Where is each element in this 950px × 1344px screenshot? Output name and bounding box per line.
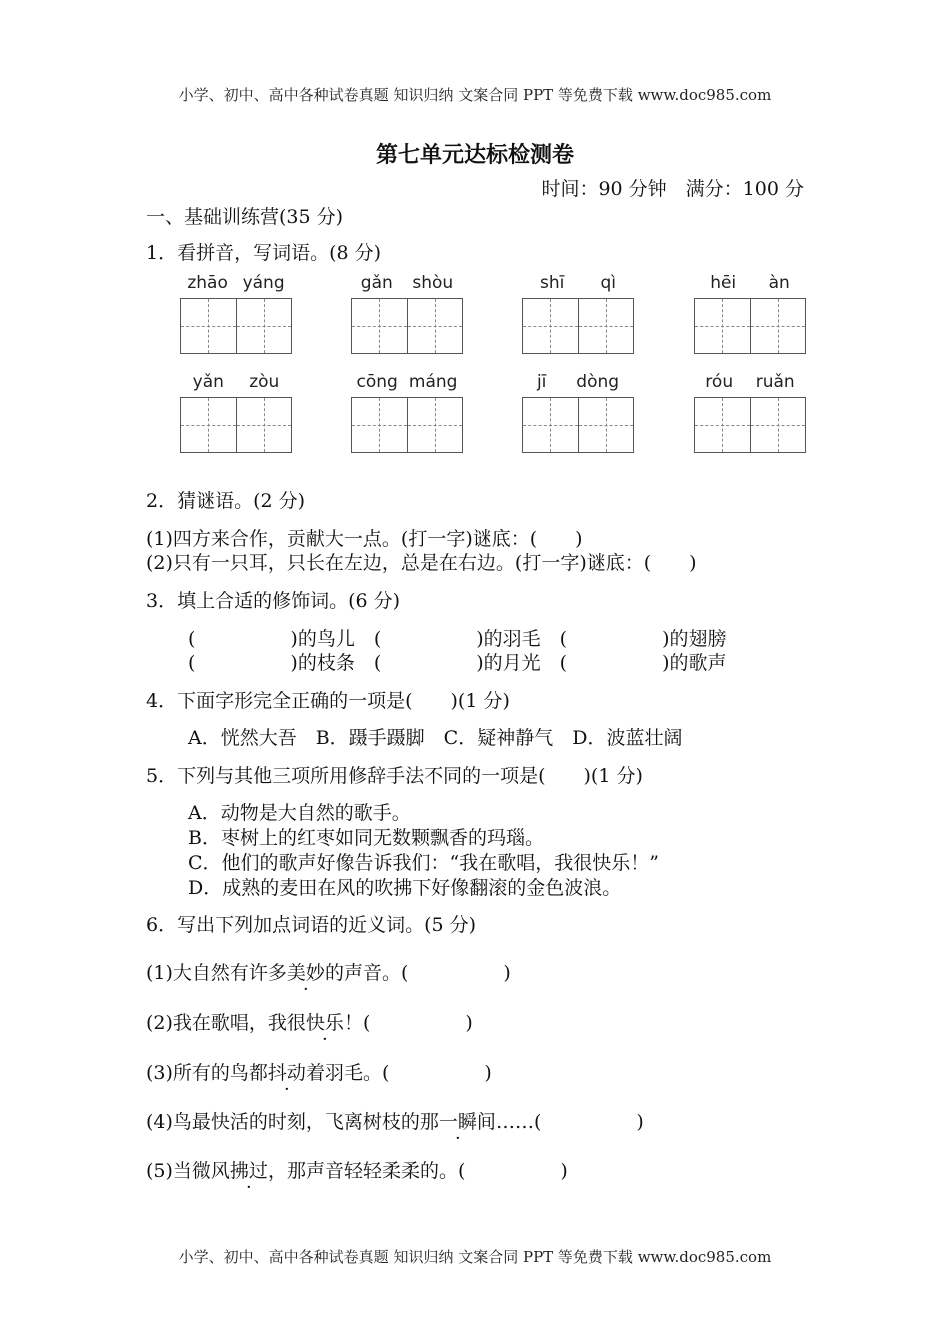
pinyin-label: hēi àn — [710, 273, 790, 293]
synonym-item: (5)当微风拂过，那声音轻轻柔柔的。( ) — [146, 1156, 568, 1183]
choice-option: A．动物是大自然的歌手。 — [188, 802, 411, 824]
section-heading: 一、基础训练营(35 分) — [146, 206, 344, 228]
question-6-heading: 6．写出下列加点词语的近义词。(5 分) — [146, 914, 477, 936]
choice-option: B．枣树上的红枣如同无数颗飘香的玛瑙。 — [188, 827, 544, 849]
synonym-item: (3)所有的鸟都抖动着羽毛。( ) — [146, 1058, 492, 1085]
dotted-word: 拂过 — [229, 1160, 268, 1182]
writing-grid[interactable] — [180, 397, 292, 453]
pinyin-label: jī dòng — [536, 372, 620, 392]
pinyin-label: yǎn zòu — [192, 372, 280, 392]
choice-option: C．他们的歌声好像告诉我们：“我在歌唱，我很快乐！” — [188, 852, 659, 874]
synonym-item: (1)大自然有许多美妙的声音。( ) — [146, 958, 511, 985]
page-header: 小学、初中、高中各种试卷真题 知识归纳 文案合同 PPT 等免费下载 www.doc985.com — [178, 86, 772, 104]
exam-meta: 时间：90 分钟 满分：100 分 — [541, 178, 804, 200]
question-2-heading: 2．猜谜语。(2 分) — [146, 490, 306, 512]
pinyin-label: zhāo yáng — [187, 273, 285, 293]
dotted-word: 美妙 — [286, 962, 325, 984]
choice-option: D．成熟的麦田在风的吹拂下好像翻滚的金色波浪。 — [188, 877, 622, 899]
writing-grid[interactable] — [522, 298, 634, 354]
writing-grid[interactable] — [351, 298, 463, 354]
synonym-item: (2)我在歌唱，我很快乐！( ) — [146, 1008, 473, 1035]
dotted-word: 快乐 — [305, 1012, 344, 1034]
riddle-item: (1)四方来合作，贡献大一点。(打一字)谜底：( ) — [146, 528, 583, 550]
riddle-item: (2)只有一只耳，只长在左边，总是在右边。(打一字)谜底：( ) — [146, 552, 697, 574]
writing-grid[interactable] — [694, 298, 806, 354]
modifier-row: ( )的鸟儿 ( )的羽毛 ( )的翅膀 — [188, 628, 727, 650]
writing-grid[interactable] — [180, 298, 292, 354]
question-3-heading: 3．填上合适的修饰词。(6 分) — [146, 590, 401, 612]
pinyin-label: gǎn shòu — [360, 273, 454, 293]
writing-grid[interactable] — [351, 397, 463, 453]
pinyin-label: róu ruǎn — [705, 372, 795, 392]
dotted-word: 抖动 — [267, 1062, 306, 1084]
writing-grid[interactable] — [522, 397, 634, 453]
question-5-heading: 5．下列与其他三项所用修辞手法不同的一项是( )(1 分) — [146, 765, 643, 787]
dotted-word: 那一瞬间 — [419, 1111, 496, 1133]
question-4-heading: 4．下面字形完全正确的一项是( )(1 分) — [146, 690, 510, 712]
pinyin-label: cōng máng — [356, 372, 458, 392]
question-1-heading: 1．看拼音，写词语。(8 分) — [146, 242, 382, 264]
modifier-row: ( )的枝条 ( )的月光 ( )的歌声 — [188, 652, 727, 674]
choice-options: A．恍然大吾 B．蹑手蹑脚 C．疑神静气 D．波蓝壮阔 — [188, 727, 683, 749]
page-title: 第七单元达标检测卷 — [375, 142, 574, 168]
writing-grid[interactable] — [694, 397, 806, 453]
page-footer: 小学、初中、高中各种试卷真题 知识归纳 文案合同 PPT 等免费下载 www.doc985.com — [178, 1248, 772, 1266]
synonym-item: (4)鸟最快活的时刻，飞离树枝的那一瞬间……( ) — [146, 1107, 644, 1134]
pinyin-label: shī qì — [540, 273, 616, 293]
